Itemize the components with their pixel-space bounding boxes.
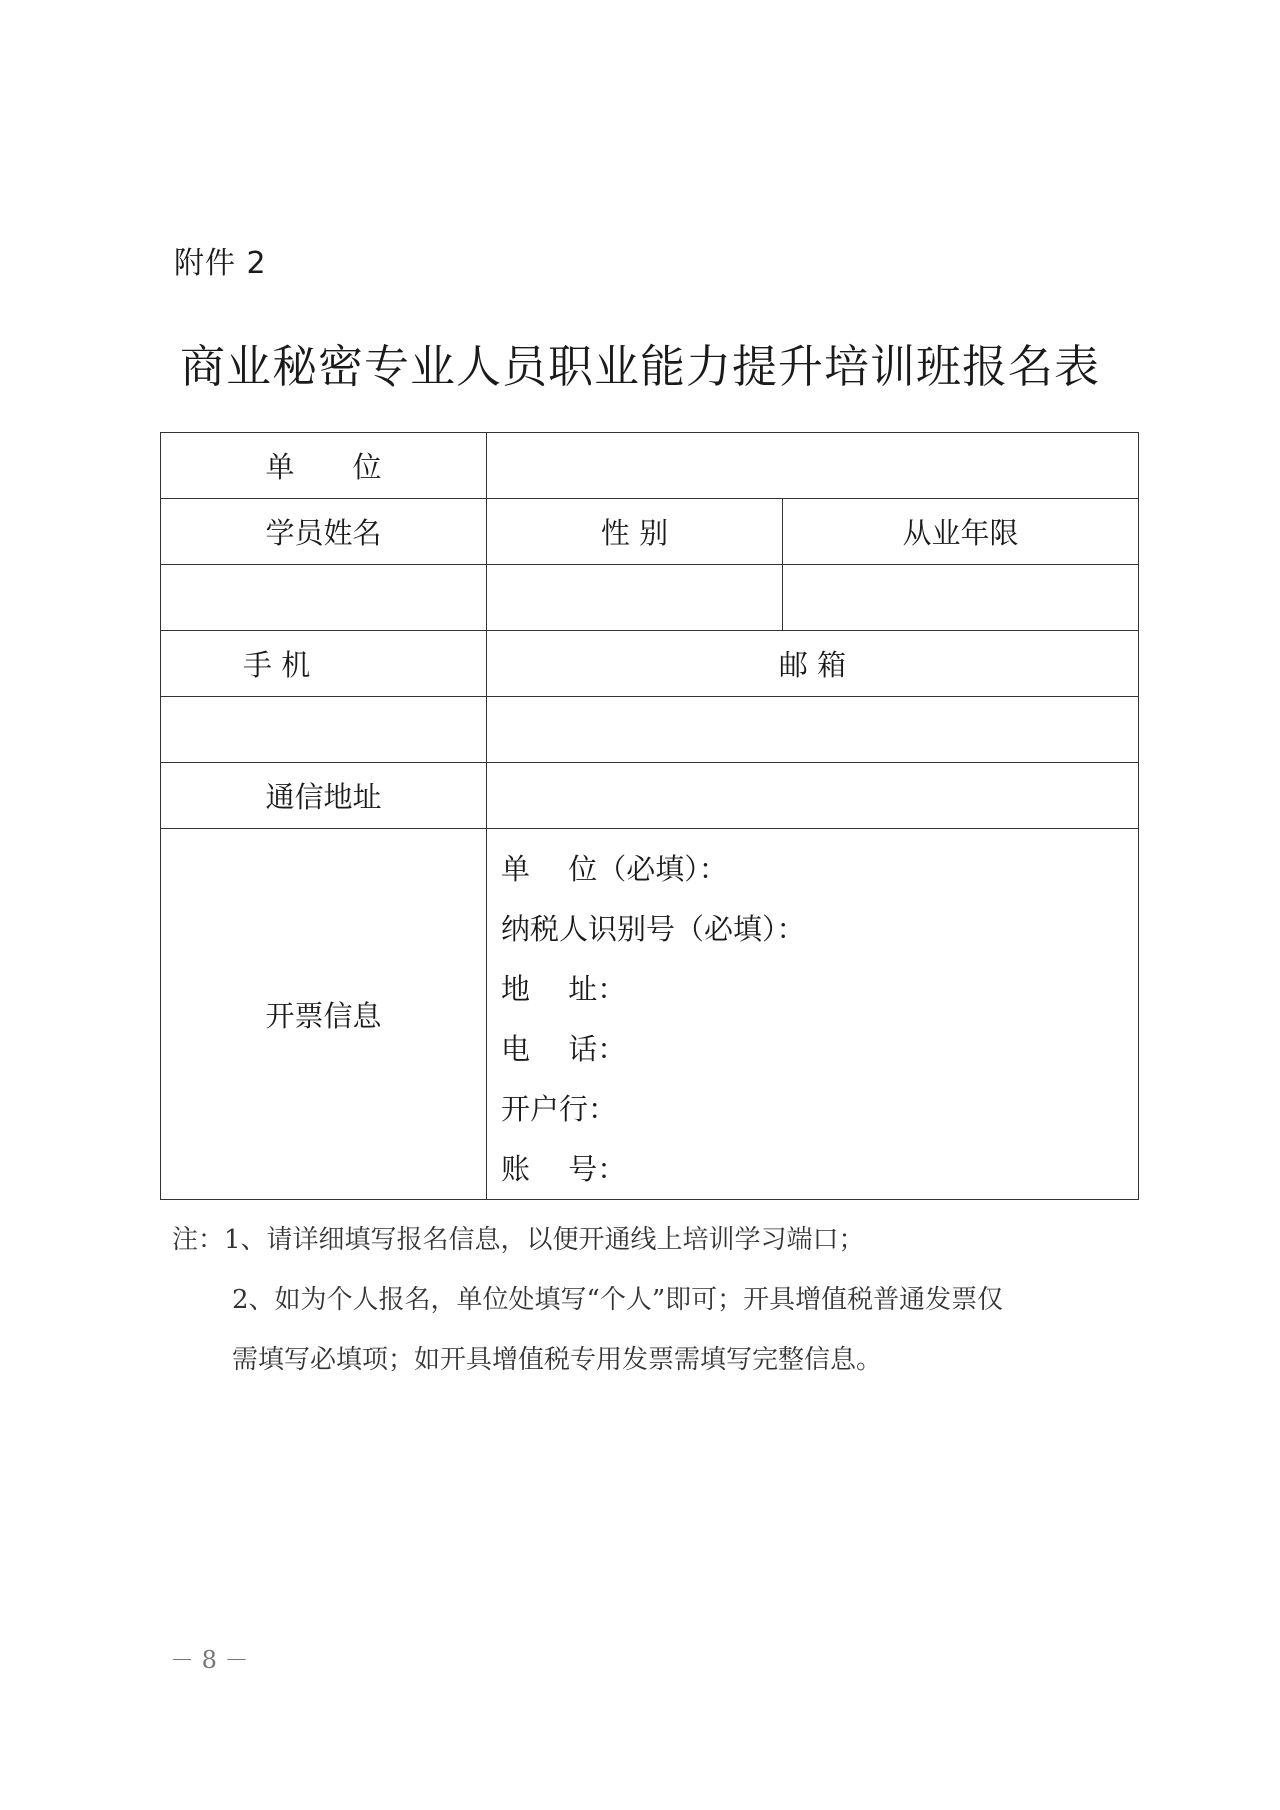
invoice-address-line[interactable]: 地 址： bbox=[501, 972, 627, 1006]
attachment-label: 附件 2 bbox=[174, 246, 267, 281]
note-2-cont: 需填写必填项；如开具增值税专用发票需填写完整信息。 bbox=[232, 1345, 883, 1375]
invoice-unit-line[interactable]: 单 位（必填）： bbox=[501, 852, 728, 886]
name-input[interactable] bbox=[161, 565, 487, 631]
notes bbox=[172, 1210, 1172, 1390]
row-contact-inputs bbox=[161, 697, 1139, 763]
phone-label: 手 机 bbox=[161, 631, 487, 697]
row-invoice bbox=[161, 829, 1139, 1200]
page-number: － 8 － bbox=[170, 1646, 249, 1674]
invoice-label: 开票信息 bbox=[161, 829, 487, 1200]
phone-input[interactable] bbox=[161, 697, 487, 763]
invoice-fields[interactable] bbox=[487, 829, 1139, 1200]
row-header-contact bbox=[161, 631, 1139, 697]
row-unit bbox=[161, 433, 1139, 499]
registration-form bbox=[160, 432, 1139, 1200]
unit-label: 单 位 bbox=[161, 433, 487, 499]
invoice-phone-line[interactable]: 电 话： bbox=[501, 1032, 627, 1066]
invoice-account-line[interactable]: 账 号： bbox=[501, 1152, 627, 1186]
name-label: 学员姓名 bbox=[161, 499, 487, 565]
invoice-taxid-line[interactable]: 纳税人识别号（必填）： bbox=[501, 912, 806, 946]
years-input[interactable] bbox=[783, 565, 1139, 631]
gender-label: 性 别 bbox=[487, 499, 783, 565]
years-label: 从业年限 bbox=[783, 499, 1139, 565]
invoice-bank-line[interactable]: 开户行： bbox=[501, 1092, 618, 1126]
address-label: 通信地址 bbox=[161, 763, 487, 829]
gender-input[interactable] bbox=[487, 565, 783, 631]
email-input[interactable] bbox=[487, 697, 1139, 763]
address-input[interactable] bbox=[487, 763, 1139, 829]
row-name-inputs bbox=[161, 565, 1139, 631]
note-1: 注：1、请详细填写报名信息，以便开通线上培训学习端口； bbox=[172, 1225, 865, 1255]
unit-input[interactable] bbox=[487, 433, 1139, 499]
note-2: 2、如为个人报名，单位处填写“个人”即可；开具增值税普通发票仅 bbox=[232, 1285, 1004, 1315]
row-header-name bbox=[161, 499, 1139, 565]
email-label: 邮 箱 bbox=[487, 631, 1139, 697]
form-title: 商业秘密专业人员职业能力提升培训班报名表 bbox=[179, 340, 1100, 393]
row-address bbox=[161, 763, 1139, 829]
